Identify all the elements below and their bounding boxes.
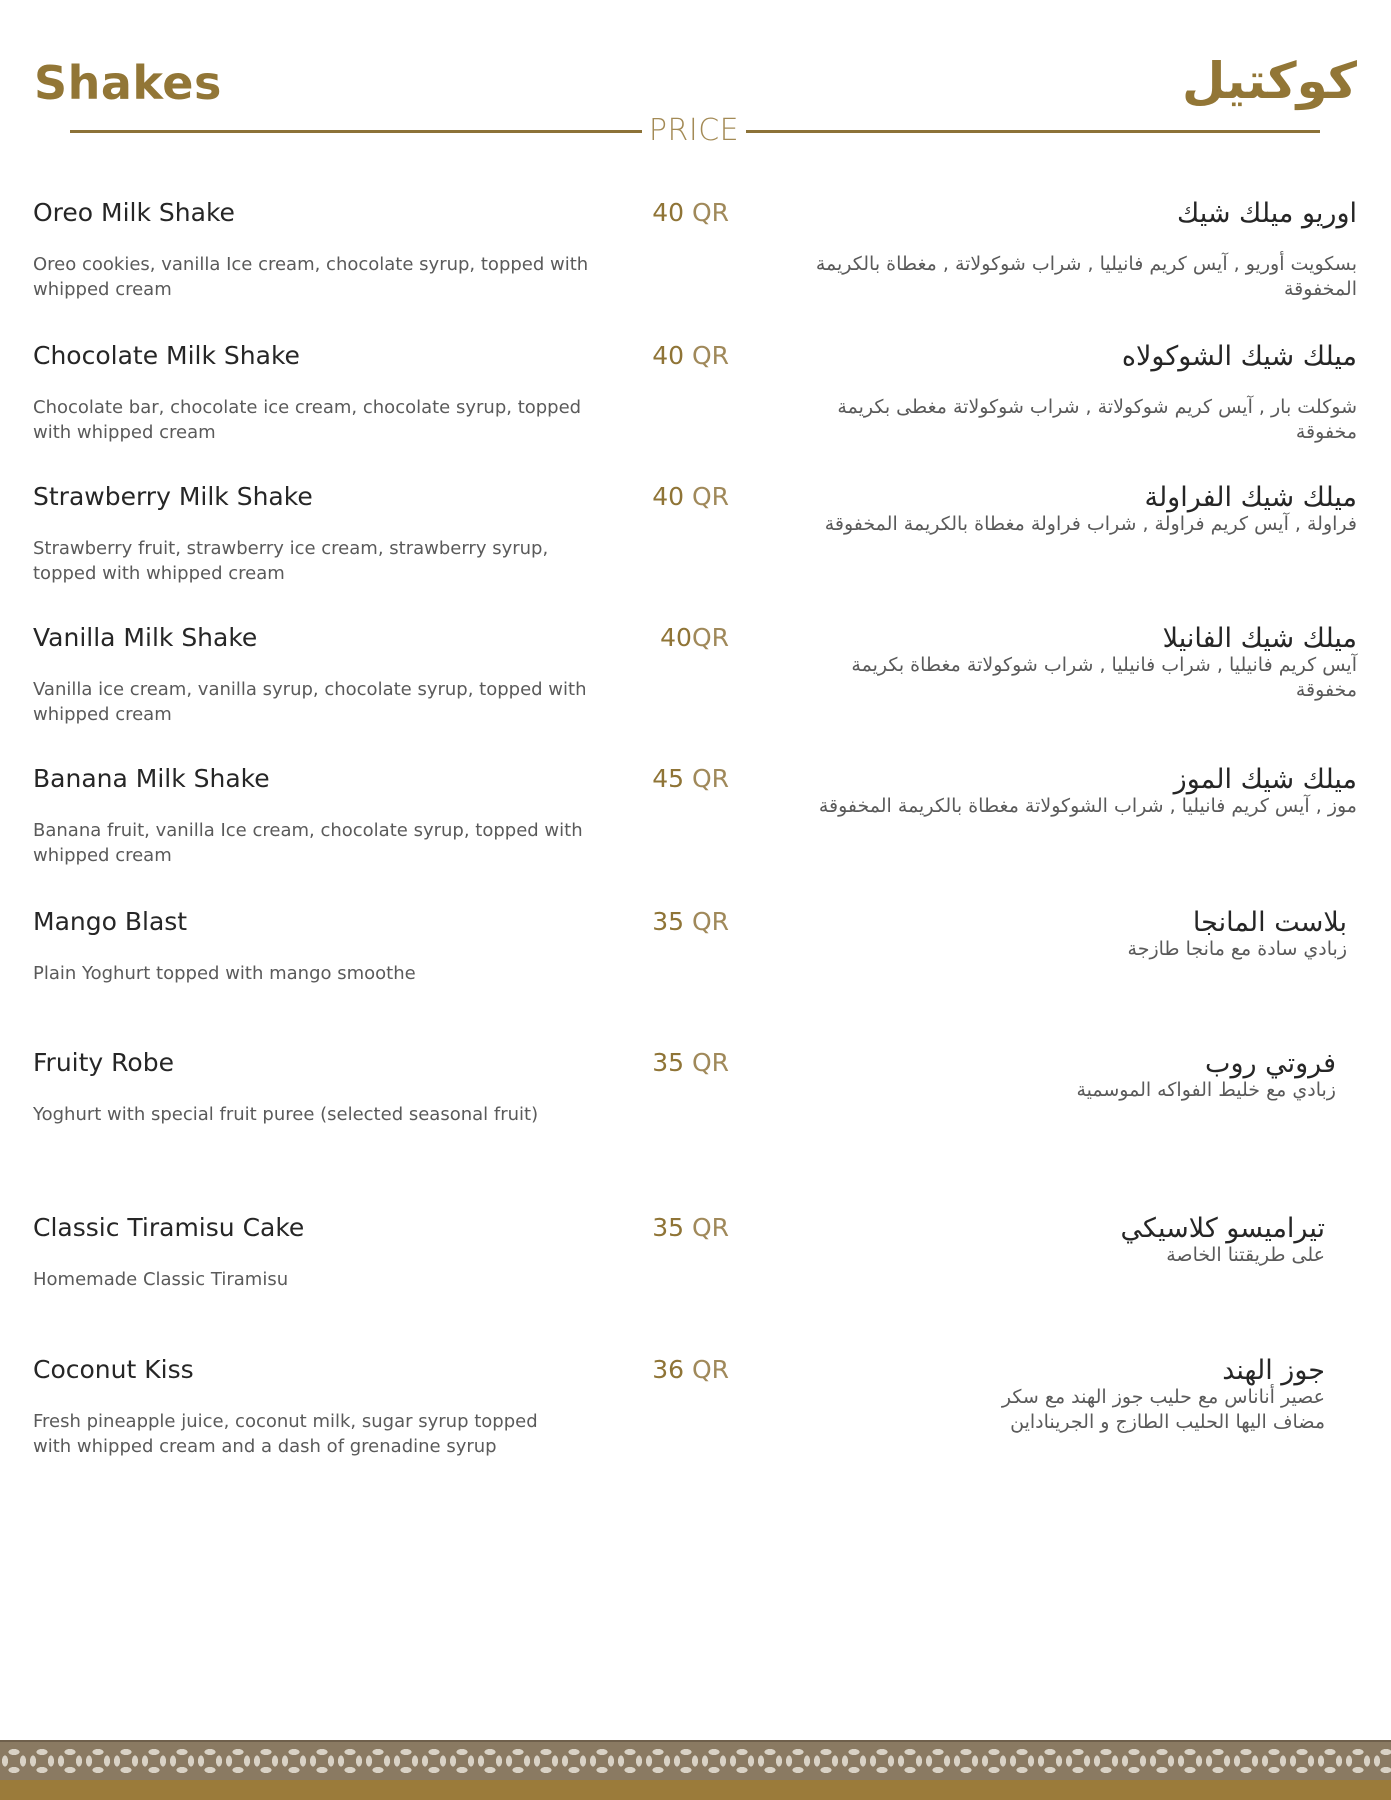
menu-item — [0, 764, 1391, 874]
item-price — [652, 907, 729, 936]
menu-item — [0, 198, 1391, 308]
item-desc-en: Fresh pineapple juice, coconut milk, sugar syrup topped with whipped cream and a dash of grenadine syrup — [33, 1411, 538, 1457]
item-price — [652, 1355, 729, 1384]
item-name-ar: فروتي روب — [1205, 1048, 1336, 1079]
item-name-ar: ميلك شيك الفانيلا — [1162, 623, 1357, 654]
price-currency: QR — [684, 764, 729, 793]
item-name-en: Fruity Robe — [33, 1048, 174, 1077]
item-desc-ar: بسكويت أوريو , آيس كريم فانيليا , شراب شوكولاتة , مغطاة بالكريمة المخفوقة — [815, 253, 1357, 300]
item-desc-ar: آيس كريم فانيليا , شراب فانيليا , شراب شوكولاتة مغطاة بكريمة مخفوقة — [851, 654, 1357, 701]
item-desc-en: Homemade Classic Tiramisu — [33, 1269, 289, 1290]
price-amount: 40 — [652, 482, 684, 511]
header-rule-right — [746, 130, 1320, 133]
item-name-en: Oreo Milk Shake — [33, 198, 235, 227]
item-name-ar: ميلك شيك الموز — [1173, 764, 1357, 795]
item-name-en: Banana Milk Shake — [33, 764, 270, 793]
header-rule-left — [70, 130, 642, 133]
item-name-ar: ميلك شيك الشوكولاه — [1121, 341, 1357, 372]
price-amount: 40 — [652, 198, 684, 227]
price-currency: QR — [684, 482, 729, 511]
item-name-ar: ميلك شيك الفراولة — [1144, 482, 1357, 513]
footer-band — [0, 1780, 1391, 1800]
price-currency: QR — [684, 907, 729, 936]
item-name-ar: اوريو ميلك شيك — [1176, 198, 1357, 229]
price-currency: QR — [684, 1355, 729, 1384]
price-amount: 40 — [660, 623, 692, 652]
menu-item — [0, 907, 1391, 997]
price-currency: QR — [691, 623, 729, 652]
price-amount: 40 — [652, 341, 684, 370]
item-name-en: Coconut Kiss — [33, 1355, 194, 1384]
price-amount: 36 — [652, 1355, 684, 1384]
menu-item — [0, 482, 1391, 592]
item-desc-en: Banana fruit, vanilla Ice cream, chocolate syrup, topped with whipped cream — [33, 820, 583, 866]
price-currency: QR — [684, 1213, 729, 1242]
item-desc-ar: شوكلت بار , آيس كريم شوكولاتة , شراب شوكولاتة مغطى بكريمة مخفوقة — [837, 396, 1357, 443]
price-heading: PRICE — [648, 113, 740, 148]
item-price — [652, 341, 729, 370]
item-name-ar: جوز الهند — [1222, 1355, 1325, 1386]
item-desc-ar: عصير أناناس مع حليب جوز الهند مع سكر مضاف اليها الحليب الطازج و الجريناداين — [1001, 1386, 1325, 1433]
item-name-en: Mango Blast — [33, 907, 188, 936]
menu-item — [0, 1048, 1391, 1138]
page-title-ar: كوكتيل — [1182, 52, 1357, 110]
price-amount: 35 — [652, 907, 684, 936]
price-currency: QR — [684, 198, 729, 227]
item-price — [652, 482, 729, 511]
item-desc-ar: فراولة , آيس كريم فراولة , شراب فراولة مغطاة بالكريمة المخفوقة — [824, 513, 1357, 535]
item-price — [660, 623, 729, 652]
item-desc-en: Yoghurt with special fruit puree (selected seasonal fruit) — [33, 1104, 539, 1125]
menu-item — [0, 1213, 1391, 1303]
item-name-en: Chocolate Milk Shake — [33, 341, 300, 370]
item-desc-ar: زبادي سادة مع مانجا طازجة — [1127, 938, 1347, 960]
menu-item — [0, 1355, 1391, 1465]
item-name-ar: بلاست المانجا — [1192, 907, 1347, 938]
item-desc-ar: موز , آيس كريم فانيليا , شراب الشوكولاتة مغطاة بالكريمة المخفوقة — [818, 795, 1357, 817]
price-amount: 35 — [652, 1048, 684, 1077]
item-name-ar: تيراميسو كلاسيكي — [1120, 1213, 1325, 1244]
item-desc-en: Chocolate bar, chocolate ice cream, chocolate syrup, topped with whipped cream — [33, 397, 582, 443]
item-name-en: Classic Tiramisu Cake — [33, 1213, 305, 1242]
menu-item — [0, 341, 1391, 451]
price-currency: QR — [684, 341, 729, 370]
item-desc-ar: زبادي مع خليط الفواكه الموسمية — [1076, 1079, 1336, 1101]
item-desc-en: Plain Yoghurt topped with mango smoothe — [33, 963, 416, 984]
footer-pattern — [0, 1742, 1391, 1780]
item-price — [652, 1048, 729, 1077]
price-amount: 45 — [652, 764, 684, 793]
item-desc-en: Vanilla ice cream, vanilla syrup, chocolate syrup, topped with whipped cream — [33, 679, 587, 725]
item-desc-en: Oreo cookies, vanilla Ice cream, chocolate syrup, topped with whipped cream — [33, 254, 589, 300]
page-title-en: Shakes — [34, 56, 222, 110]
item-price — [652, 1213, 729, 1242]
item-name-en: Strawberry Milk Shake — [33, 482, 313, 511]
item-price — [652, 764, 729, 793]
menu-item — [0, 623, 1391, 733]
price-amount: 35 — [652, 1213, 684, 1242]
item-name-en: Vanilla Milk Shake — [33, 623, 258, 652]
item-desc-ar: على طريقتنا الخاصة — [1166, 1244, 1325, 1266]
item-price — [652, 198, 729, 227]
item-desc-en: Strawberry fruit, strawberry ice cream, strawberry syrup, topped with whipped cream — [33, 538, 549, 584]
price-currency: QR — [684, 1048, 729, 1077]
